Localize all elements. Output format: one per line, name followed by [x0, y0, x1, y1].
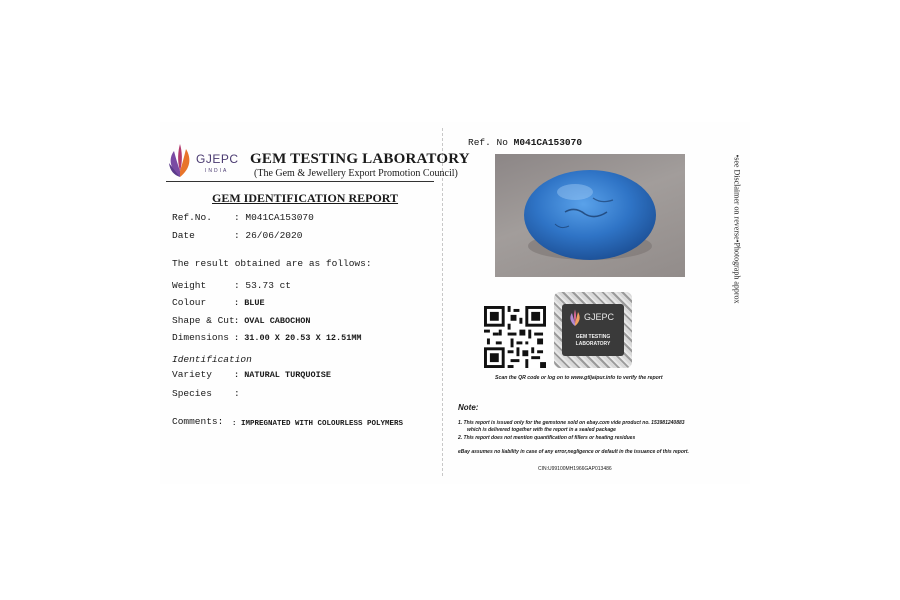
- note-2: 2. This report does not mention quantification of fillers or heating residues: [458, 435, 636, 441]
- shape-label: Shape & Cut: [172, 315, 235, 326]
- report-title: GEM IDENTIFICATION REPORT: [212, 191, 399, 205]
- comments-label: Comments:: [172, 416, 224, 427]
- lab-title: GEM TESTING LABORATORY: [250, 151, 470, 167]
- weight-label: Weight: [172, 280, 207, 291]
- right-ref-value: M041CA153070: [513, 137, 583, 148]
- qr-code-icon[interactable]: [484, 306, 546, 368]
- ref-label: Ref.No.: [172, 212, 212, 223]
- variety-label: Variety: [172, 369, 212, 380]
- dimensions-value: : 31.00 X 20.53 X 12.51MM: [234, 333, 362, 343]
- side-disclaimer: [731, 141, 743, 317]
- note-1-continued: which is delivered together with the report in a sealed package: [467, 427, 616, 433]
- scan-instruction: Scan the QR code or log on to www.gtljaipur.info to verify the report: [495, 375, 663, 381]
- security-hologram: [554, 292, 632, 368]
- colour-value: : BLUE: [234, 298, 265, 308]
- note-title: Note:: [458, 403, 479, 412]
- note-1: 1. This report is issued only for the gemstone sold on ebay.com vide product no. 153981240883: [458, 420, 685, 426]
- right-ref-label: Ref. No: [468, 137, 508, 148]
- right-ref: [468, 137, 582, 148]
- hologram-text: GEM TESTING LABORATORY: [575, 334, 611, 347]
- hologram-logo-text: GJEPC: [584, 312, 615, 322]
- turquoise-gem-icon: [495, 154, 685, 277]
- hologram-logo-icon: [568, 308, 582, 328]
- colour-label: Colour: [172, 297, 207, 308]
- logo-subtext: INDIA: [205, 168, 229, 174]
- fold-divider: [442, 128, 443, 476]
- gemstone-photo: [495, 154, 685, 277]
- note-3: eBay assumes no liability in case of any error,negligence or default in the issuance of this report.: [458, 449, 689, 455]
- shape-value: : OVAL CABOCHON: [234, 316, 311, 326]
- species-value: :: [234, 388, 240, 399]
- identification-heading: Identification: [172, 354, 252, 365]
- lab-subtitle: (The Gem & Jewellery Export Promotion Council): [254, 168, 458, 179]
- date-value: : 26/06/2020: [234, 230, 303, 241]
- gjepc-logo-icon: [166, 141, 194, 181]
- dimensions-label: Dimensions: [172, 332, 230, 343]
- result-intro: The result obtained are as follows:: [172, 258, 372, 269]
- side-disclaimer-text: •see Disclaimer on reverse•Photograph approx: [732, 154, 742, 304]
- variety-value: : NATURAL TURQUOISE: [234, 370, 331, 380]
- cin-number: CIN:U99100MH1966GAP013486: [538, 466, 612, 472]
- hologram-panel: [562, 304, 624, 356]
- comments-value: : IMPREGNATED WITH COLOURLESS POLYMERS: [232, 420, 404, 428]
- logo-text: GJEPC: [196, 152, 239, 166]
- date-label: Date: [172, 230, 195, 241]
- species-label: Species: [172, 388, 212, 399]
- header-rule: [166, 181, 434, 182]
- weight-value: : 53.73 ct: [234, 280, 292, 291]
- ref-value: : M041CA153070: [234, 212, 314, 223]
